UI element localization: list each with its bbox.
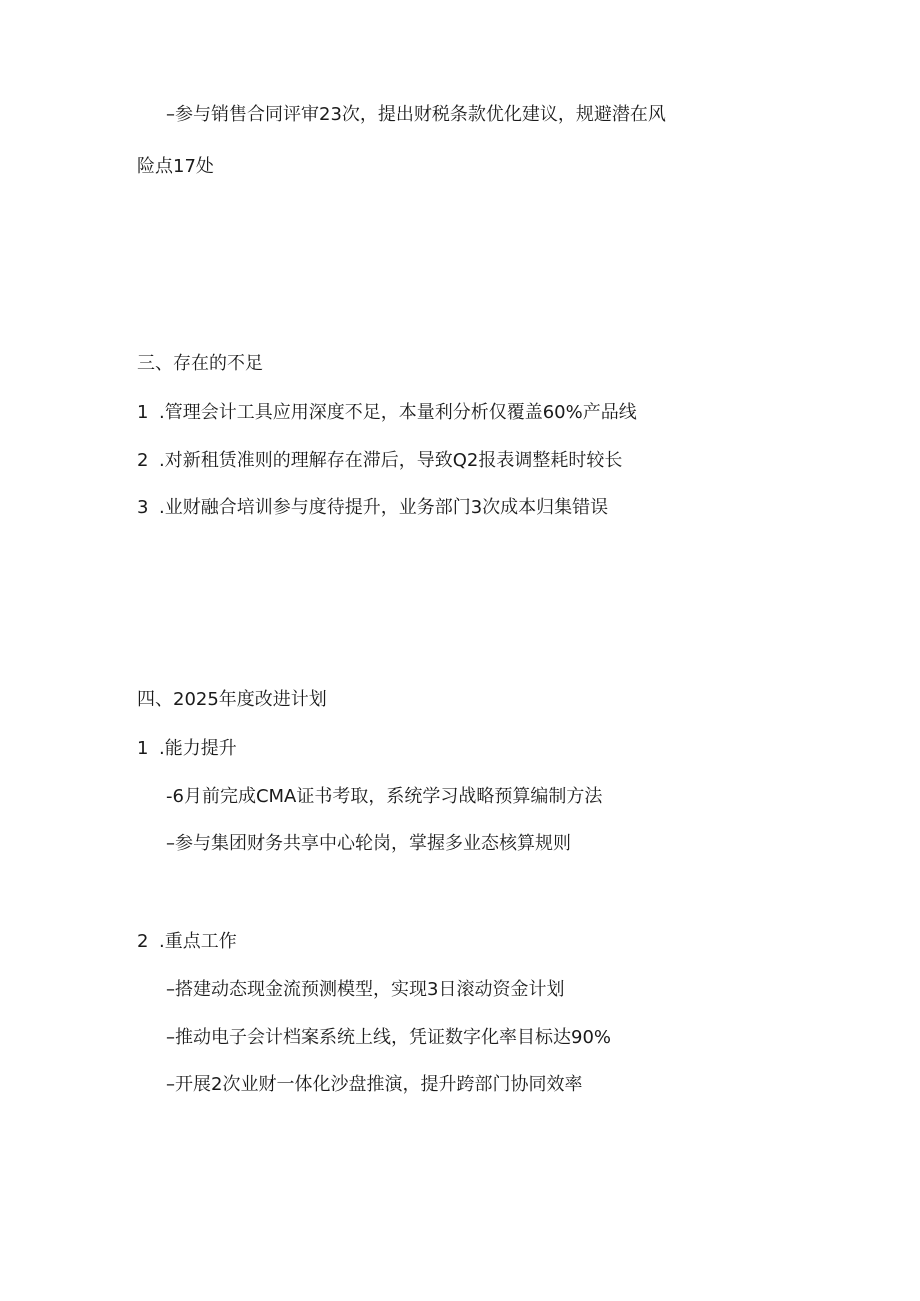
list-text: .对新租赁准则的理解存在滞后，导致Q2报表调整耗时较长 (159, 450, 623, 471)
bullet-line: –推动电子会计档案系统上线，凭证数字化率目标达90% (166, 1027, 612, 1048)
list-item (137, 449, 622, 473)
bullet-line: -6月前完成CMA证书考取，系统学习战略预算编制方法 (166, 786, 603, 807)
subsection-title (137, 930, 237, 954)
section-heading-shortcomings: 三、存在的不足 (137, 353, 263, 374)
subsection-title-text: .重点工作 (159, 931, 237, 952)
list-number: 3 (137, 497, 149, 518)
subsection-title (137, 737, 237, 761)
bullet-line-continuation: 险点17处 (137, 156, 214, 177)
list-text: .业财融合培训参与度待提升，业务部门3次成本归集错误 (159, 497, 609, 518)
bullet-line: –开展2次业财一体化沙盘推演，提升跨部门协同效率 (166, 1074, 583, 1095)
list-text: .管理会计工具应用深度不足，本量利分析仅覆盖60%产品线 (159, 402, 637, 423)
list-number: 2 (137, 931, 149, 952)
list-number: 1 (137, 402, 149, 423)
list-number: 2 (137, 450, 149, 471)
bullet-line: –参与销售合同评审23次，提出财税条款优化建议，规避潜在风 (166, 104, 666, 125)
list-item (137, 496, 608, 520)
section-heading-improvement-plan: 四、2025年度改进计划 (137, 689, 327, 710)
bullet-line: –搭建动态现金流预测模型，实现3日滚动资金计划 (166, 979, 565, 1000)
list-item (137, 401, 637, 425)
subsection-title-text: .能力提升 (159, 738, 237, 759)
list-number: 1 (137, 738, 149, 759)
bullet-line: –参与集团财务共享中心轮岗，掌握多业态核算规则 (166, 833, 571, 854)
